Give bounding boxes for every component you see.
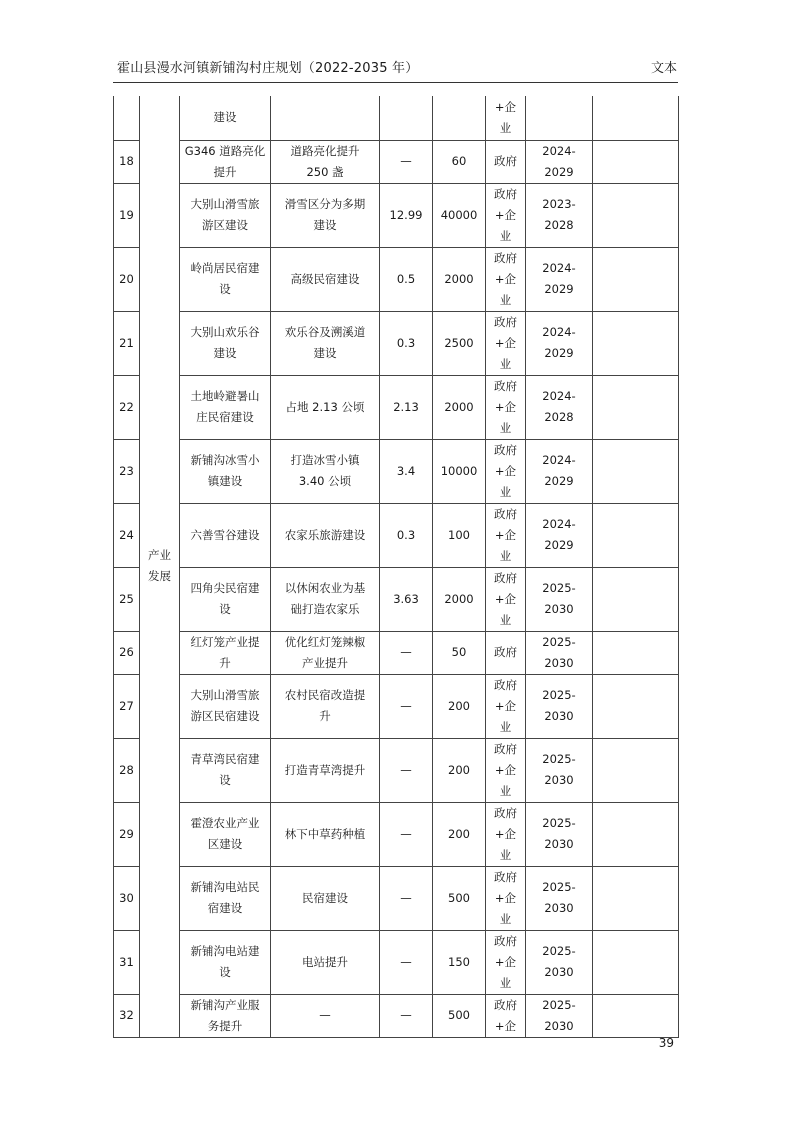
project-subject-cell-line: 业 <box>499 228 512 243</box>
document-header-title: 霍山县漫水河镇新铺沟村庄规划（2022-2035 年） <box>117 61 419 76</box>
table-row <box>114 866 679 930</box>
project-name-cell <box>180 738 271 802</box>
project-name-cell-line: 设 <box>219 602 231 616</box>
project-period-cell: 2025-2030 <box>526 674 593 738</box>
project-content-cell <box>271 994 380 1037</box>
remark-cell <box>593 866 679 930</box>
project-content-cell-line: 滑雪区分为多期 <box>284 197 366 211</box>
table-row <box>114 311 679 375</box>
project-subject-cell-line: +企 <box>494 591 517 606</box>
project-content-cell-line: 打造青草湾提升 <box>284 762 366 777</box>
project-investment-cell: 50 <box>433 631 486 674</box>
category-label: 产业 <box>148 548 171 563</box>
project-period-cell: 2024-2029 <box>526 439 593 503</box>
remark-cell <box>593 738 679 802</box>
project-subject-cell-line: 政府 <box>494 506 517 521</box>
project-number-cell: 28 <box>114 738 140 802</box>
project-number-cell: 29 <box>114 802 140 866</box>
project-name-cell <box>180 311 271 375</box>
project-investment-cell: 500 <box>433 994 486 1037</box>
remark-cell <box>593 96 679 140</box>
project-subject-cell <box>486 674 526 738</box>
project-name-cell <box>180 183 271 247</box>
table-row <box>114 375 679 439</box>
project-number-cell: 18 <box>114 140 140 183</box>
project-investment-cell: 200 <box>433 674 486 738</box>
project-subject-cell-line: 业 <box>499 719 512 734</box>
project-name-cell <box>180 503 271 567</box>
project-investment-cell: 2000 <box>433 567 486 631</box>
project-period-cell: 2023-2028 <box>526 183 593 247</box>
project-name-cell <box>180 567 271 631</box>
project-subject-cell-line: +企 <box>494 527 517 542</box>
project-content-cell-line: 250 盏 <box>306 164 344 179</box>
document-header-section: 文本 <box>650 61 677 76</box>
project-subject-cell-line: 业 <box>499 612 512 627</box>
project-name-cell <box>180 247 271 311</box>
project-name-cell-line: 建设 <box>213 346 237 360</box>
project-content-cell <box>271 866 380 930</box>
project-name-cell-line: 建设 <box>213 110 237 125</box>
project-scale-cell: 0.3 <box>380 503 433 567</box>
project-subject-cell-line: 业 <box>499 548 512 563</box>
project-name-cell-line: 区建设 <box>207 837 243 851</box>
project-subject-cell-line: 政府 <box>494 442 517 457</box>
project-name-cell-line: 务提升 <box>207 1018 243 1033</box>
project-content-cell <box>271 247 380 311</box>
project-number-cell: 27 <box>114 674 140 738</box>
project-name-cell-line: 霍澄农业产业 <box>190 816 260 830</box>
project-investment-cell: 500 <box>433 866 486 930</box>
project-scale-cell: — <box>380 866 433 930</box>
project-subject-cell-line: +企 <box>494 762 517 777</box>
project-subject-cell-line: +企 <box>494 335 517 350</box>
project-name-cell-line: 红灯笼产业提 <box>190 634 260 649</box>
project-subject-cell-line: 业 <box>499 911 512 926</box>
table-row <box>114 140 679 183</box>
project-scale-cell: 2.13 <box>380 375 433 439</box>
project-number-cell: 24 <box>114 503 140 567</box>
project-scale-cell <box>380 96 433 140</box>
project-subject-cell-line: 政府 <box>494 645 517 659</box>
category-label: 发展 <box>148 569 171 584</box>
project-number-cell: 31 <box>114 930 140 994</box>
project-subject-cell <box>486 375 526 439</box>
project-subject-cell-line: +企 <box>494 99 517 114</box>
project-number-cell <box>114 96 140 140</box>
project-subject-cell <box>486 866 526 930</box>
project-subject-cell <box>486 503 526 567</box>
project-period-cell <box>526 96 593 140</box>
project-investment-cell: 2500 <box>433 311 486 375</box>
project-content-cell <box>271 738 380 802</box>
project-name-cell-line: 大别山欢乐谷 <box>190 325 260 339</box>
project-scale-cell: — <box>380 930 433 994</box>
project-content-cell-line: 以休闲农业为基 <box>284 581 366 595</box>
project-investment-cell: 200 <box>433 738 486 802</box>
table-row <box>114 631 679 674</box>
table-row <box>114 183 679 247</box>
remark-cell <box>593 631 679 674</box>
remark-cell <box>593 375 679 439</box>
table-row <box>114 930 679 994</box>
project-name-cell-line: 青草湾民宿建 <box>190 752 260 766</box>
project-content-cell-line: 产业提升 <box>302 655 348 670</box>
project-name-cell-line: 新铺沟产业服 <box>190 997 260 1012</box>
project-name-cell-line: 土地岭避暑山 <box>190 389 260 403</box>
table-row <box>114 247 679 311</box>
table-row <box>114 994 679 1037</box>
project-content-cell <box>271 503 380 567</box>
project-name-cell <box>180 802 271 866</box>
project-name-cell-line: 游区民宿建设 <box>190 709 260 723</box>
project-number-cell: 19 <box>114 183 140 247</box>
project-subject-cell-line: 业 <box>499 847 512 862</box>
project-scale-cell: — <box>380 674 433 738</box>
remark-cell <box>593 247 679 311</box>
remark-cell <box>593 439 679 503</box>
project-investment-cell: 2000 <box>433 375 486 439</box>
project-table <box>113 96 679 1038</box>
project-scale-cell: 12.99 <box>380 183 433 247</box>
project-name-cell-line: 新铺沟电站建 <box>190 944 260 958</box>
project-period-cell: 2025-2030 <box>526 866 593 930</box>
project-subject-cell-line: +企 <box>494 399 517 414</box>
project-content-cell-line: 林下中草药种植 <box>284 826 366 841</box>
project-content-cell <box>271 567 380 631</box>
project-name-cell-line: 大别山滑雪旅 <box>190 688 260 702</box>
project-content-cell-line: 电站提升 <box>302 954 348 969</box>
project-content-cell-line: 高级民宿建设 <box>290 271 360 286</box>
project-content-cell <box>271 439 380 503</box>
project-subject-cell-line: +企 <box>494 826 517 841</box>
project-name-cell-line: 六善雪谷建设 <box>190 527 260 542</box>
project-content-cell-line: 建设 <box>313 346 337 360</box>
remark-cell <box>593 930 679 994</box>
project-content-cell <box>271 375 380 439</box>
project-name-cell-line: 设 <box>219 965 231 979</box>
remark-cell <box>593 503 679 567</box>
project-content-cell-line: 欢乐谷及溯溪道 <box>284 325 366 339</box>
table-row <box>114 802 679 866</box>
table-row <box>114 439 679 503</box>
project-scale-cell: 3.4 <box>380 439 433 503</box>
project-period-cell: 2025-2030 <box>526 631 593 674</box>
project-subject-cell-line: 政府 <box>494 741 517 756</box>
project-period-cell: 2024-2029 <box>526 503 593 567</box>
project-subject-cell-line: +企 <box>494 954 517 969</box>
project-number-cell: 22 <box>114 375 140 439</box>
project-content-cell-line: 升 <box>319 709 331 723</box>
project-investment-cell <box>433 96 486 140</box>
project-name-cell-line: 升 <box>219 655 231 670</box>
project-subject-cell-line: 业 <box>499 484 512 499</box>
project-content-cell-line: 道路亮化提升 <box>290 143 360 158</box>
project-subject-cell <box>486 247 526 311</box>
project-subject-cell-line: 业 <box>499 356 512 371</box>
project-name-cell-line: 四角尖民宿建 <box>190 581 260 595</box>
project-subject-cell-line: 政府 <box>494 677 517 692</box>
project-scale-cell: 0.3 <box>380 311 433 375</box>
project-scale-cell: — <box>380 631 433 674</box>
project-name-cell-line: 设 <box>219 773 231 787</box>
project-name-cell-line: 宿建设 <box>207 901 243 915</box>
page-number: 39 <box>658 1036 674 1050</box>
project-content-cell <box>271 96 380 140</box>
project-name-cell <box>180 140 271 183</box>
project-content-cell <box>271 674 380 738</box>
project-content-cell-line: 打造冰雪小镇 <box>290 453 360 467</box>
project-name-cell-line: 游区建设 <box>202 218 248 232</box>
project-name-cell-line: 新铺沟冰雪小 <box>190 453 260 467</box>
project-subject-cell-line: 政府 <box>494 186 517 201</box>
project-content-cell <box>271 930 380 994</box>
project-subject-cell-line: 政府 <box>494 314 517 329</box>
project-table-body <box>114 96 679 1037</box>
project-name-cell <box>180 674 271 738</box>
project-subject-cell-line: +企 <box>494 463 517 478</box>
remark-cell <box>593 567 679 631</box>
project-subject-cell-line: 政府 <box>494 378 517 393</box>
project-investment-cell: 150 <box>433 930 486 994</box>
project-content-cell <box>271 183 380 247</box>
project-content-cell <box>271 802 380 866</box>
project-content-cell-line: 优化红灯笼辣椒 <box>284 634 366 649</box>
project-period-cell: 2024-2029 <box>526 311 593 375</box>
project-scale-cell: — <box>380 738 433 802</box>
remark-cell <box>593 183 679 247</box>
table-row <box>114 738 679 802</box>
project-content-cell-line: — <box>319 1008 331 1022</box>
project-scale-cell: — <box>380 802 433 866</box>
project-subject-cell-line: 业 <box>499 292 512 307</box>
project-name-cell <box>180 631 271 674</box>
remark-cell <box>593 140 679 183</box>
project-investment-cell: 2000 <box>433 247 486 311</box>
project-scale-cell: — <box>380 994 433 1037</box>
project-name-cell-line: 镇建设 <box>207 474 243 488</box>
project-subject-cell-line: +企 <box>494 271 517 286</box>
project-subject-cell-line: 业 <box>499 975 512 990</box>
project-content-cell-line: 建设 <box>313 218 337 232</box>
project-subject-cell-line: 政府 <box>494 154 517 168</box>
project-subject-cell-line: 政府 <box>494 570 517 585</box>
project-subject-cell <box>486 439 526 503</box>
project-subject-cell <box>486 802 526 866</box>
project-subject-cell-line: 政府 <box>494 250 517 265</box>
project-number-cell: 30 <box>114 866 140 930</box>
project-subject-cell-line: 政府 <box>494 869 517 884</box>
remark-cell <box>593 994 679 1037</box>
table-row <box>114 503 679 567</box>
project-subject-cell-line: +企 <box>494 890 517 905</box>
project-subject-cell <box>486 994 526 1037</box>
project-name-cell-line: 设 <box>219 282 231 296</box>
project-number-cell: 32 <box>114 994 140 1037</box>
project-period-cell: 2025-2030 <box>526 994 593 1037</box>
project-number-cell: 20 <box>114 247 140 311</box>
project-name-cell-line: 岭尚居民宿建 <box>190 261 260 275</box>
project-name-cell-line: 庄民宿建设 <box>196 410 254 424</box>
project-name-cell-line: 新铺沟电站民 <box>190 880 260 894</box>
project-name-cell <box>180 96 271 140</box>
project-number-cell: 21 <box>114 311 140 375</box>
project-subject-cell-line: 业 <box>499 420 512 435</box>
project-subject-cell-line: 业 <box>499 120 512 135</box>
project-subject-cell-line: 业 <box>499 783 512 798</box>
project-number-cell: 25 <box>114 567 140 631</box>
project-content-cell-line: 农村民宿改造提 <box>284 688 366 702</box>
project-content-cell-line: 3.40 公顷 <box>298 474 352 488</box>
project-number-cell: 23 <box>114 439 140 503</box>
project-name-cell-line: 提升 <box>213 164 237 179</box>
table-row <box>114 567 679 631</box>
remark-cell <box>593 802 679 866</box>
project-subject-cell-line: 政府 <box>494 997 517 1012</box>
project-scale-cell: 0.5 <box>380 247 433 311</box>
project-subject-cell <box>486 96 526 140</box>
project-subject-cell <box>486 183 526 247</box>
project-subject-cell <box>486 567 526 631</box>
project-period-cell: 2024-2029 <box>526 247 593 311</box>
project-name-cell-line: G346 道路亮化 <box>184 143 266 158</box>
category-cell <box>140 96 180 1037</box>
project-content-cell <box>271 311 380 375</box>
project-subject-cell <box>486 311 526 375</box>
project-content-cell-line: 占地 2.13 公顷 <box>285 399 365 414</box>
project-subject-cell-line: +企 <box>494 1018 517 1033</box>
project-scale-cell: 3.63 <box>380 567 433 631</box>
project-number-cell: 26 <box>114 631 140 674</box>
project-name-cell <box>180 930 271 994</box>
project-subject-cell-line: +企 <box>494 698 517 713</box>
project-name-cell <box>180 994 271 1037</box>
project-content-cell-line: 民宿建设 <box>302 890 348 905</box>
project-name-cell <box>180 439 271 503</box>
remark-cell <box>593 311 679 375</box>
project-subject-cell-line: +企 <box>494 207 517 222</box>
project-scale-cell: — <box>380 140 433 183</box>
project-subject-cell-line: 政府 <box>494 805 517 820</box>
project-subject-cell <box>486 930 526 994</box>
project-content-cell <box>271 140 380 183</box>
header-divider <box>113 82 678 83</box>
project-investment-cell: 60 <box>433 140 486 183</box>
project-content-cell <box>271 631 380 674</box>
project-investment-cell: 40000 <box>433 183 486 247</box>
project-content-cell-line: 础打造农家乐 <box>290 602 360 616</box>
table-row <box>114 96 679 140</box>
project-investment-cell: 10000 <box>433 439 486 503</box>
project-period-cell: 2024-2028 <box>526 375 593 439</box>
project-period-cell: 2025-2030 <box>526 738 593 802</box>
project-period-cell: 2025-2030 <box>526 802 593 866</box>
project-period-cell: 2025-2030 <box>526 930 593 994</box>
project-subject-cell <box>486 738 526 802</box>
project-content-cell-line: 农家乐旅游建设 <box>284 527 366 542</box>
remark-cell <box>593 674 679 738</box>
project-period-cell: 2025-2030 <box>526 567 593 631</box>
table-row <box>114 674 679 738</box>
project-subject-cell <box>486 140 526 183</box>
project-subject-cell <box>486 631 526 674</box>
project-name-cell <box>180 375 271 439</box>
project-name-cell <box>180 866 271 930</box>
project-name-cell-line: 大别山滑雪旅 <box>190 197 260 211</box>
project-period-cell: 2024-2029 <box>526 140 593 183</box>
project-investment-cell: 200 <box>433 802 486 866</box>
project-subject-cell-line: 政府 <box>494 933 517 948</box>
project-investment-cell: 100 <box>433 503 486 567</box>
